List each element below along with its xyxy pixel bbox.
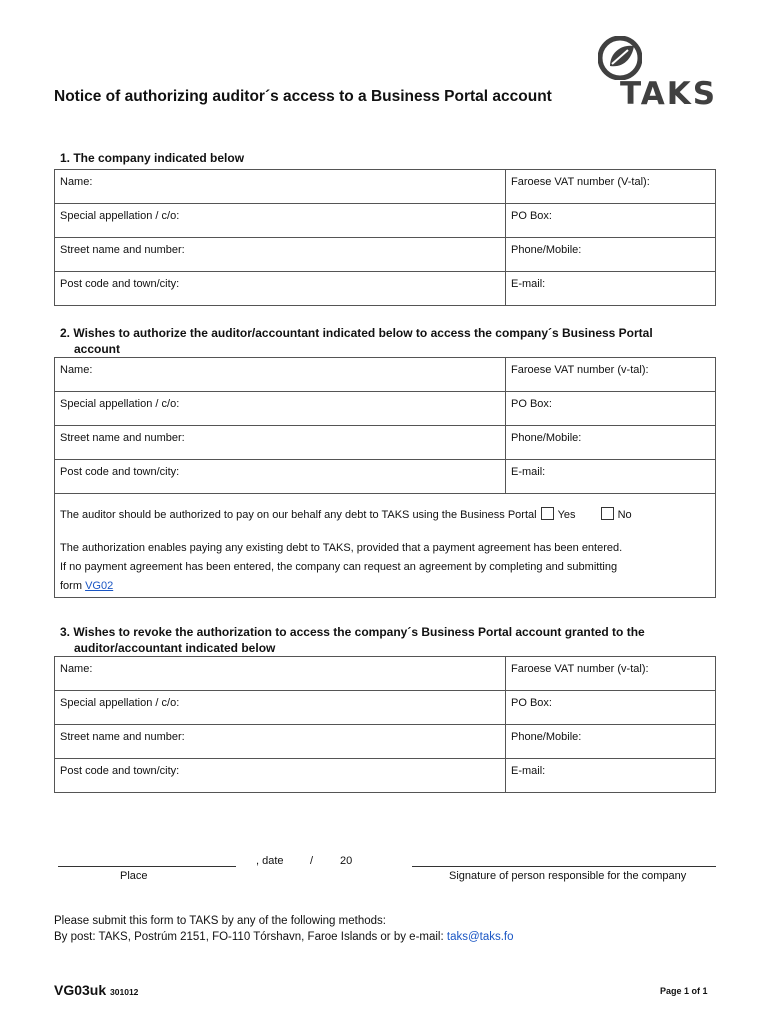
signature-label: Signature of person responsible for the company <box>449 870 687 882</box>
section1-heading: 1. The company indicated below <box>60 151 245 165</box>
page-title: Notice of authorizing auditor´s access to a Business Portal account <box>54 88 552 105</box>
no-checkbox[interactable] <box>601 507 614 520</box>
date-slash: / <box>310 855 314 867</box>
submit-line-2-text: By post: TAKS, Postrúm 2151, FO-110 Tórshavn, Faroe Islands or by e-mail: <box>54 931 447 943</box>
section2-heading <box>60 325 653 357</box>
pay-question-text: The auditor should be authorized to pay on our behalf any debt to TAKS using the Business Portal <box>60 509 537 521</box>
table-row <box>55 272 716 306</box>
section3-heading-line2: auditor/accountant indicated below <box>74 641 276 655</box>
page-number: Page 1 of 1 <box>660 986 708 996</box>
auditor-phone-field[interactable]: Phone/Mobile: <box>506 426 716 460</box>
authorization-note-1: The authorization enables paying any existing debt to TAKS, provided that a payment agreement has been entered. <box>60 542 623 554</box>
revoke-email-field[interactable]: E-mail: <box>506 759 716 793</box>
table-row <box>55 691 716 725</box>
table-row <box>55 238 716 272</box>
table-row <box>55 725 716 759</box>
year-prefix: 20 <box>340 855 353 867</box>
revoke-po-box-field[interactable]: PO Box: <box>506 691 716 725</box>
table-row <box>55 460 716 494</box>
table-row <box>55 204 716 238</box>
postcode-field[interactable]: Post code and town/city: <box>55 272 506 306</box>
place-label: Place <box>120 870 148 882</box>
auditor-name-field[interactable]: Name: <box>55 358 506 392</box>
vat-number-field[interactable]: Faroese VAT number (V-tal): <box>506 170 716 204</box>
section2-table <box>54 357 716 494</box>
appellation-field[interactable]: Special appellation / c/o: <box>55 204 506 238</box>
email-link[interactable]: taks@taks.fo <box>446 931 514 943</box>
revoke-appellation-field[interactable]: Special appellation / c/o: <box>55 691 506 725</box>
section3-heading-line1: 3. Wishes to revoke the authorization to access the company´s Business Portal account granted to the <box>60 625 645 639</box>
name-field[interactable]: Name: <box>55 170 506 204</box>
authorization-note-3 <box>60 577 710 596</box>
submit-line-2 <box>54 929 514 945</box>
auditor-postcode-field[interactable]: Post code and town/city: <box>55 460 506 494</box>
table-row <box>55 657 716 691</box>
note3-prefix: form <box>60 580 86 592</box>
section1-table <box>54 169 716 306</box>
leaf-circle-icon <box>598 36 642 80</box>
revoke-postcode-field[interactable]: Post code and town/city: <box>55 759 506 793</box>
vg02-link[interactable]: VG02 <box>85 580 114 592</box>
table-row <box>55 358 716 392</box>
auditor-vat-number-field[interactable]: Faroese VAT number (v-tal): <box>506 358 716 392</box>
taks-logo <box>598 36 734 110</box>
authorization-note-2: If no payment agreement has been entered, the company can request an agreement by completing and submitting <box>60 561 618 573</box>
date-label: , date <box>256 855 284 867</box>
yes-label: Yes <box>557 509 576 521</box>
table-row <box>55 759 716 793</box>
phone-field[interactable]: Phone/Mobile: <box>506 238 716 272</box>
logo-text: TAKS <box>620 76 718 112</box>
auditor-po-box-field[interactable]: PO Box: <box>506 392 716 426</box>
auditor-email-field[interactable]: E-mail: <box>506 460 716 494</box>
submit-line-1: Please submit this form to TAKS by any of the following methods: <box>54 915 386 927</box>
place-line[interactable] <box>58 866 236 867</box>
revoke-street-field[interactable]: Street name and number: <box>55 725 506 759</box>
revoke-phone-field[interactable]: Phone/Mobile: <box>506 725 716 759</box>
pay-question-row <box>60 506 710 525</box>
no-label: No <box>617 509 632 521</box>
table-row <box>55 426 716 460</box>
table-row <box>55 170 716 204</box>
table-row <box>55 392 716 426</box>
form-version: 301012 <box>110 987 139 997</box>
po-box-field[interactable]: PO Box: <box>506 204 716 238</box>
form-code <box>54 982 138 998</box>
payment-authorization-box <box>54 493 716 598</box>
auditor-appellation-field[interactable]: Special appellation / c/o: <box>55 392 506 426</box>
section3-heading <box>60 624 645 656</box>
yes-checkbox[interactable] <box>541 507 554 520</box>
revoke-vat-number-field[interactable]: Faroese VAT number (v-tal): <box>506 657 716 691</box>
section2-heading-line1: 2. Wishes to authorize the auditor/accountant indicated below to access the company´s Business Portal <box>60 326 653 340</box>
email-field[interactable]: E-mail: <box>506 272 716 306</box>
revoke-name-field[interactable]: Name: <box>55 657 506 691</box>
auditor-street-field[interactable]: Street name and number: <box>55 426 506 460</box>
section2-heading-line2: account <box>74 342 121 356</box>
street-field[interactable]: Street name and number: <box>55 238 506 272</box>
submit-instructions <box>54 913 514 945</box>
signature-line[interactable] <box>412 866 716 867</box>
form-code-text: VG03uk <box>54 982 107 998</box>
section3-table <box>54 656 716 793</box>
